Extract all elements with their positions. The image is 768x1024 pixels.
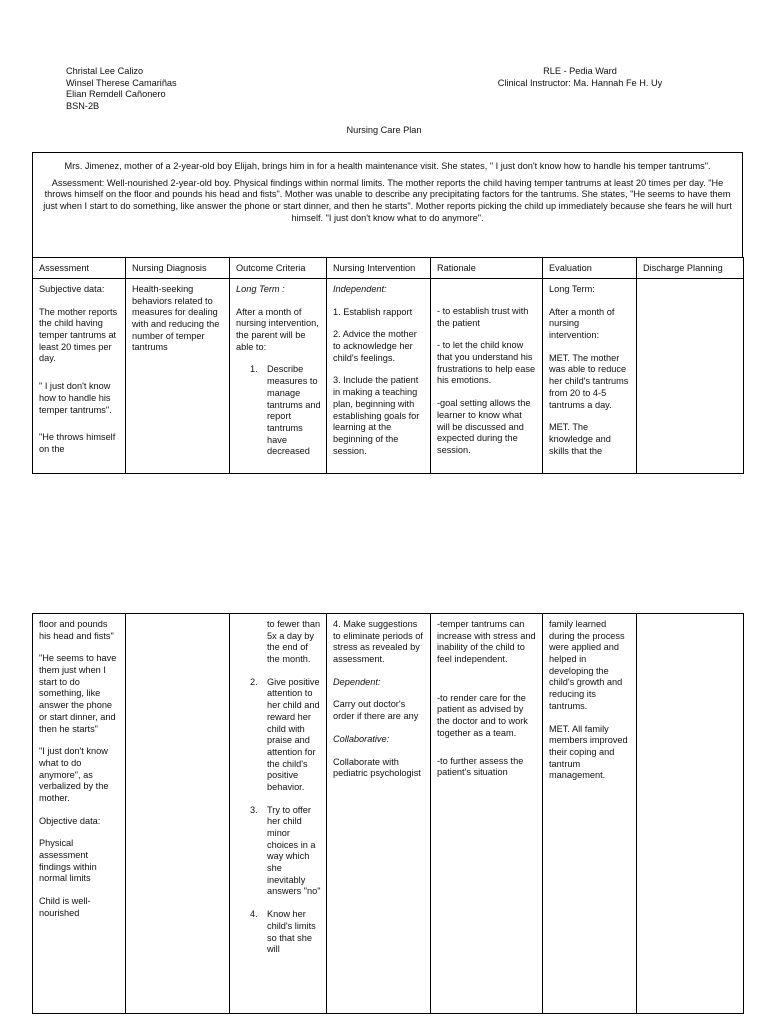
care-plan-table-part-2 (32, 613, 744, 1014)
document-title: Nursing Care Plan (346, 125, 422, 135)
table-row (33, 614, 744, 1014)
rationale-text: -to render care for the patient as advised by the doctor and to work together as a team. (437, 692, 528, 738)
intervention-heading: Independent: (333, 284, 387, 294)
intervention-cell (327, 614, 431, 1014)
evaluation-cell (543, 614, 637, 1014)
evaluation-text: family learned during the process were applied and helped in developing the child's growth and reducing its tantrums. (549, 619, 625, 711)
intervention-text: 4. Make suggestions to eliminate periods of stress as revealed by assessment. (333, 619, 423, 665)
rationale-text: -temper tantrums can increase with stress and inability of the child to feel independent. (437, 619, 536, 665)
case-scenario-box (32, 152, 743, 258)
outcome-steps (236, 677, 321, 956)
course-block (460, 66, 700, 89)
outcome-intro: After a month of nursing intervention, the parent will be able to: (236, 306, 319, 352)
rationale-text: - to establish trust with the patient (437, 306, 529, 328)
rationale-cell (431, 614, 543, 1014)
collaborative-heading: Collaborative: (333, 733, 390, 744)
assessment-text: " I just don't know how to handle his temper tantrums". (39, 381, 112, 415)
outcome-step-text: Give positive attention to her child and reward her child with praise and attention for the child's positive behavior. (267, 676, 320, 792)
evaluation-text: MET. All family members improved their coping and tantrum management. (549, 723, 628, 781)
list-number: 4. (250, 909, 258, 920)
section-label: BSN-2B (66, 101, 100, 112)
list-item (236, 677, 321, 794)
list-item (236, 364, 321, 458)
assessment-text: The mother reports the child having temper tantrums at least 20 times per day. (39, 306, 118, 364)
evaluation-text: MET. The mother was able to reduce her child's tantrums from 20 to 4-5 tantrums a day. (549, 352, 629, 410)
intervention-text: 2. Advice the mother to acknowledge her child's feelings. (333, 329, 417, 363)
rationale-text: -to further assess the patient's situation (437, 755, 524, 778)
discharge-cell (637, 614, 744, 1014)
list-item (236, 805, 321, 899)
case-assessment: Assessment: Well-nourished 2-year-old boy. Physical findings within normal limits. The mother reports the child having temper tantrums at least 20 times per day. "He throws himself on the floor and pounds his head and fists". Mother was unable to describe any precipitating factors for the tantrums. She states, "He seems to have them just when I start to do something, like answer the phone or start dinner, and then he starts". Mother reports picking the child up immediately because she fears he will hurt himself. "I just don't know what to do anymore". (43, 177, 732, 223)
assessment-text: "He throws himself on the (39, 432, 116, 454)
discharge-cell (637, 279, 744, 474)
column-header: Nursing Diagnosis (126, 258, 230, 279)
list-number: 3. (250, 804, 258, 815)
rationale-text: -goal setting allows the learner to know what will be discussed and expected during the session. (437, 398, 531, 455)
column-header: Evaluation (543, 258, 637, 279)
intervention-cell (327, 279, 431, 474)
list-item (236, 909, 321, 956)
collaborative-text: Collaborate with pediatric psychologist (333, 756, 421, 779)
outcome-cell (230, 279, 327, 474)
assessment-cell (33, 279, 126, 474)
diagnosis-cell (126, 614, 230, 1014)
outcome-step-text: Know her child's limits so that she will (267, 909, 316, 955)
assessment-cell (33, 614, 126, 1014)
assessment-text: Child is well-nourished (39, 896, 91, 918)
dependent-text: Carry out doctor's order if there are any (333, 699, 419, 722)
outcome-step-text: Describe measures to manage tantrums and report tantrums have decreased (267, 364, 321, 457)
assessment-text: Objective data: (39, 815, 101, 826)
outcome-step-text: Try to offer her child minor choices in a way which she inevitably answers "no" (267, 804, 321, 897)
clinical-instructor: Clinical Instructor: Ma. Hannah Fe H. Uy (497, 77, 663, 88)
author-name: Elian Remdell Cañonero (66, 89, 166, 100)
column-header: Assessment (33, 258, 126, 279)
outcome-steps (236, 364, 321, 458)
dependent-heading: Dependent: (333, 676, 381, 687)
author-block (66, 66, 306, 113)
column-header: Rationale (431, 258, 543, 279)
assessment-text: "He seems to have them just when I start to do something, like answer the phone or start dinner, and then he starts" (39, 653, 117, 734)
evaluation-text: After a month of nursing intervention: (549, 306, 615, 341)
care-plan-table-part-1 (32, 257, 744, 474)
outcome-step-continued: to fewer than 5x a day by the end of the month. (267, 619, 321, 665)
evaluation-text: MET. The knowledge and skills that the (549, 422, 611, 456)
assessment-text: "I just don't know what to do anymore", as verbalized by the mother. (39, 746, 109, 803)
intervention-text: 3. Include the patient in making a teaching plan, beginning with establishing goals for learning at the beginning of the session. (333, 375, 420, 456)
diagnosis-cell (126, 279, 230, 474)
list-number: 1. (250, 364, 258, 375)
outcome-cell (230, 614, 327, 1014)
author-name: Christal Lee Calizo (66, 66, 144, 76)
column-header: Discharge Planning (637, 258, 744, 279)
assessment-text: Subjective data: (39, 284, 105, 294)
table-header-row (33, 258, 744, 279)
list-number: 2. (250, 676, 258, 687)
assessment-text: floor and pounds his head and fists" (39, 619, 114, 641)
evaluation-cell (543, 279, 637, 474)
assessment-text: Physical assessment findings within normal limits (39, 838, 97, 884)
case-scenario: Mrs. Jimenez, mother of a 2-year-old boy Elijah, brings him in for a health maintenance visit. She states, " I just don't know how to handle his temper tantrums". (64, 161, 711, 171)
rationale-cell (431, 279, 543, 474)
rationale-text: - to let the child know that you understand his frustrations to help ease his emotions. (437, 340, 536, 386)
diagnosis-text: Health-seeking behaviors related to measures for dealing with and reducing the number of temper tantrums (132, 284, 220, 353)
column-header: Outcome Criteria (230, 258, 327, 279)
intervention-text: 1. Establish rapport (333, 306, 413, 317)
column-header: Nursing Intervention (327, 258, 431, 279)
outcome-heading: Long Term : (236, 284, 285, 294)
table-row (33, 279, 744, 474)
course-name: RLE - Pedia Ward (543, 66, 617, 76)
evaluation-text: Long Term: (549, 284, 595, 294)
author-name: Winsel Therese Camariñas (66, 77, 177, 88)
